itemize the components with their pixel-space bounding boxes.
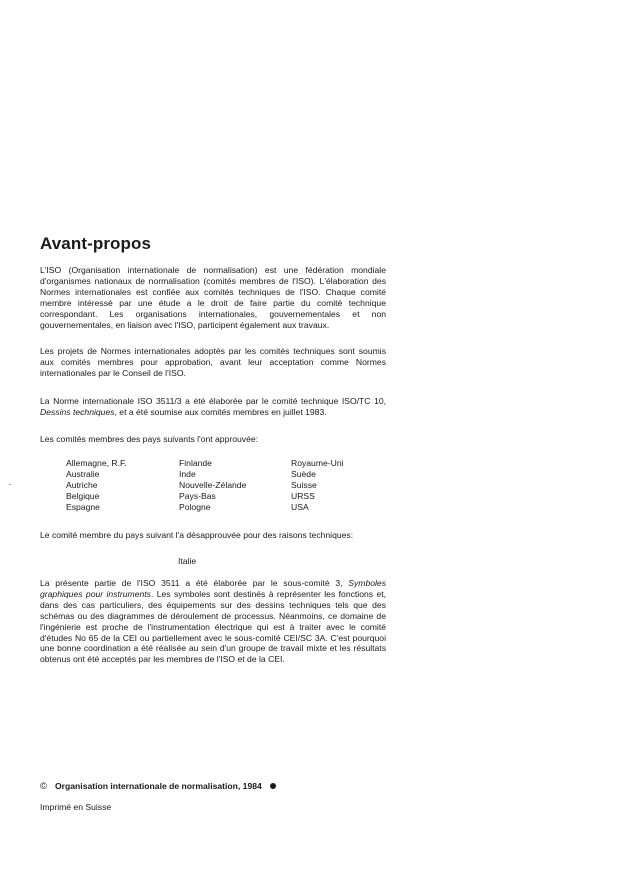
country-item: Finlande	[179, 458, 212, 468]
country-item: Suède	[291, 468, 316, 479]
country-item: USA	[291, 501, 309, 512]
p3-text-before: La Norme internationale ISO 3511/3 a été élaborée par le comité technique ISO/TC 10,	[40, 396, 386, 406]
countries-column-3	[291, 458, 344, 512]
country-item: Pologne	[179, 501, 211, 512]
printed-in: Imprimé en Suisse	[40, 802, 112, 812]
country-item: Belgique	[66, 490, 100, 501]
p3-text-after: , et a été soumise aux comités membres en juillet 1983.	[114, 406, 327, 417]
paragraph-approving-intro: Les comités membres des pays suivants l'ont approuvée:	[40, 434, 259, 444]
paragraph-subcommittee	[40, 578, 386, 665]
p3-text-italic: Dessins techniques	[40, 406, 115, 417]
paragraph-iso-intro: L'ISO (Organisation internationale de normalisation) est une fédération mondiale d'organismes nationaux de normalisation (comités membres de l'ISO). L'élaboration des Normes internationales est confiée aux comités techniques de l'ISO. Chaque comité membre intéressé par une étude a le droit de faire partie du comité technique correspondant. Les organisations internationales, gouvernementales et non gouvernementales, en liaison avec l'ISO, participent également aux travaux.	[40, 265, 386, 330]
bullet-icon	[270, 783, 276, 789]
country-item: Espagne	[66, 501, 100, 512]
country-item: Inde	[179, 468, 196, 479]
country-item: URSS	[291, 490, 315, 501]
country-item: Australie	[66, 468, 100, 479]
p6-text-before: La présente partie de l'ISO 3511 a été élaborée par le sous-comité 3,	[40, 578, 349, 588]
countries-column-1	[66, 458, 127, 512]
country-item: Pays-Bas	[179, 490, 216, 501]
country-item: Suisse	[291, 479, 317, 490]
countries-column-2	[179, 458, 246, 512]
scan-mark	[9, 484, 11, 485]
country-item: Nouvelle-Zélande	[179, 479, 247, 490]
copyright-text: Organisation internationale de normalisation, 1984	[55, 781, 262, 791]
p6-text-after: . Les symboles sont destinés à représenter les fonctions et, dans des cas particuliers, des équipements sur des dessins techniques tels que des schémas ou des diagrammes de déroulement de processus. Néanmoins, ce domaine de l'ingénierie est proche de l'instrumentation électrique qui est à traiter avec le comité d'études No 65 de la CEI ou partiellement avec le sous-comité CEI/SC 3A. C'est pourquoi une bonne coordination a été réalisée au sein d'un groupe de travail mixte et les résultats obtenus ont été acceptés par les membres de l'ISO et de la CEI.	[40, 588, 386, 665]
country-item: Royaume-Uni	[291, 458, 344, 468]
country-item: Autriche	[66, 479, 98, 490]
country-item: Allemagne, R.F.	[66, 458, 127, 468]
copyright-icon: ©	[40, 781, 47, 792]
page-title: Avant-propos	[40, 234, 152, 253]
disapproving-country: Italie	[178, 556, 197, 566]
paragraph-draft-standards: Les projets de Normes internationales adoptés par les comités techniques sont soumis aux comités membres pour approbation, avant leur acceptation comme Normes internationales par le Conseil de l'ISO.	[40, 346, 386, 378]
paragraph-disapproving-intro: Le comité membre du pays suivant l'a désapprouvée pour des raisons techniques:	[40, 530, 354, 540]
paragraph-standard-origin	[40, 396, 386, 418]
p6-text-italic: Symboles graphiques pour instruments	[40, 578, 386, 599]
copyright-footer	[40, 781, 276, 792]
